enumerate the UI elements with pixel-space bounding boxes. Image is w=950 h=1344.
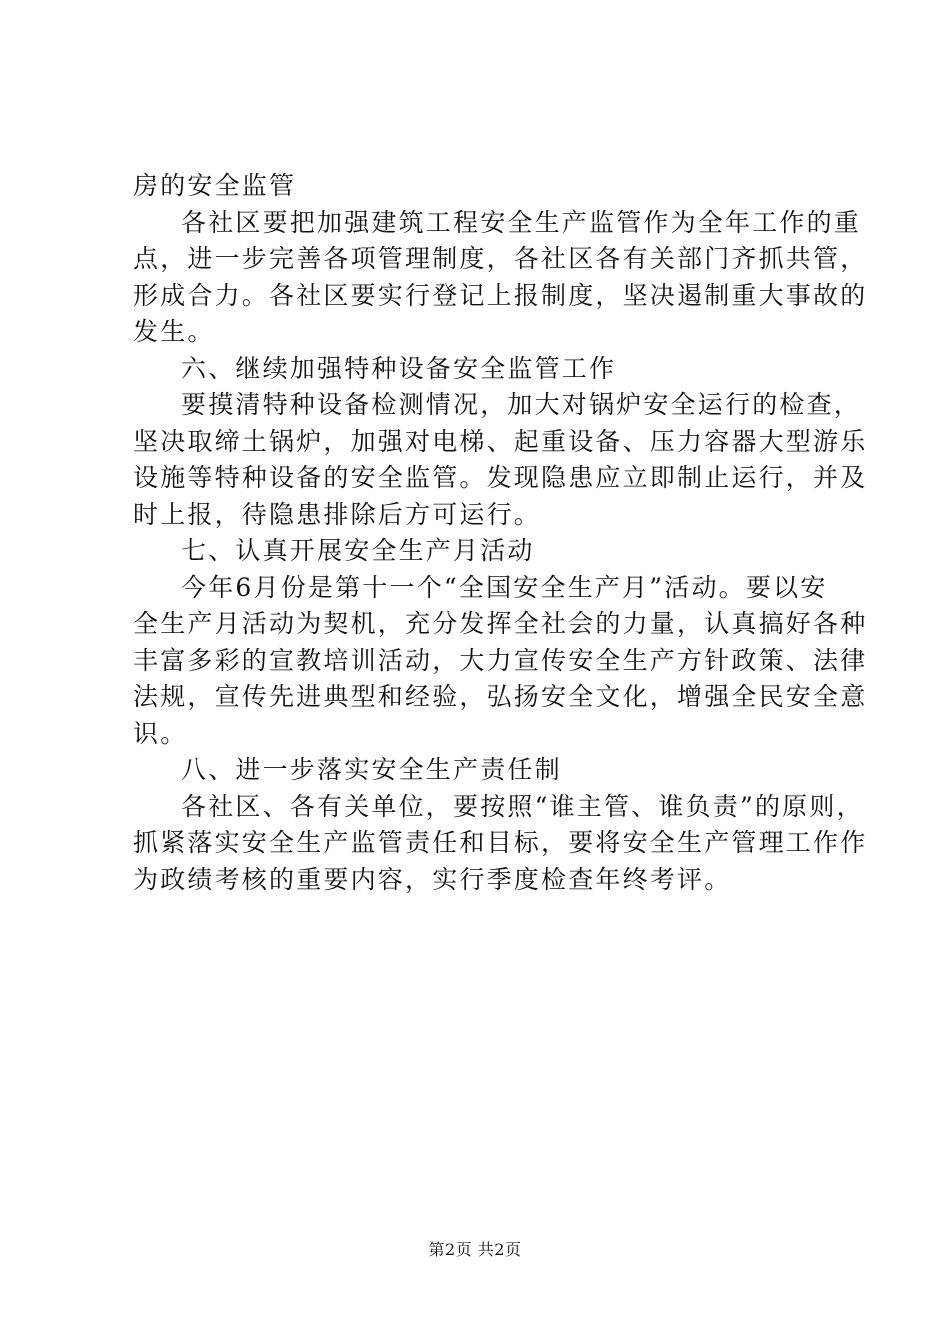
text-line: 要摸清特种设备检测情况，加大对锅炉安全运行的检查， — [181, 390, 862, 419]
text-line: 时上报，待隐患排除后方可运行。 — [133, 499, 542, 529]
text-line: 识。 — [133, 718, 188, 748]
text-line: 今年6月份是第十一个“全国安全生产月”活动。要以安 — [181, 572, 828, 602]
section-heading: 六、继续加强特种设备安全监管工作 — [181, 353, 617, 383]
text-line: 房的安全监管 — [133, 171, 297, 200]
text-line: 为政绩考核的重要内容，实行季度检查年终考评。 — [133, 864, 732, 894]
text-line: 坚决取缔土锅炉，加强对电梯、起重设备、压力容器大型游乐 — [133, 426, 868, 456]
text-line: 设施等特种设备的安全监管。发现隐患应立即制止运行，并及 — [133, 463, 868, 492]
page-number: 第2页 共2页 — [428, 1240, 522, 1259]
page-footer — [0, 1240, 950, 1260]
text-line: 法规，宣传先进典型和经验，弘扬安全文化，增强全民安全意 — [133, 682, 868, 711]
text-line: 各社区要把加强建筑工程安全生产监管作为全年工作的重 — [181, 207, 862, 237]
body-text — [133, 168, 868, 898]
section-heading: 八、进一步落实安全生产责任制 — [181, 755, 562, 784]
text-line: 形成合力。各社区要实行登记上报制度，坚决遏制重大事故的 — [133, 280, 868, 310]
text-line: 全生产月活动为契机，充分发挥全社会的力量，认真搞好各种 — [133, 609, 868, 638]
text-line: 点，进一步完善各项管理制度，各社区各有关部门齐抓共管， — [133, 244, 868, 273]
text-line: 抓紧落实安全生产监管责任和目标，要将安全生产管理工作作 — [133, 828, 868, 857]
text-line: 各社区、各有关单位，要按照“谁主管、谁负责”的原则， — [181, 791, 864, 821]
section-heading: 七、认真开展安全生产月活动 — [181, 536, 535, 565]
text-line: 丰富多彩的宣教培训活动，大力宣传安全生产方针政策、法律 — [133, 645, 868, 675]
text-line: 发生。 — [133, 317, 215, 346]
